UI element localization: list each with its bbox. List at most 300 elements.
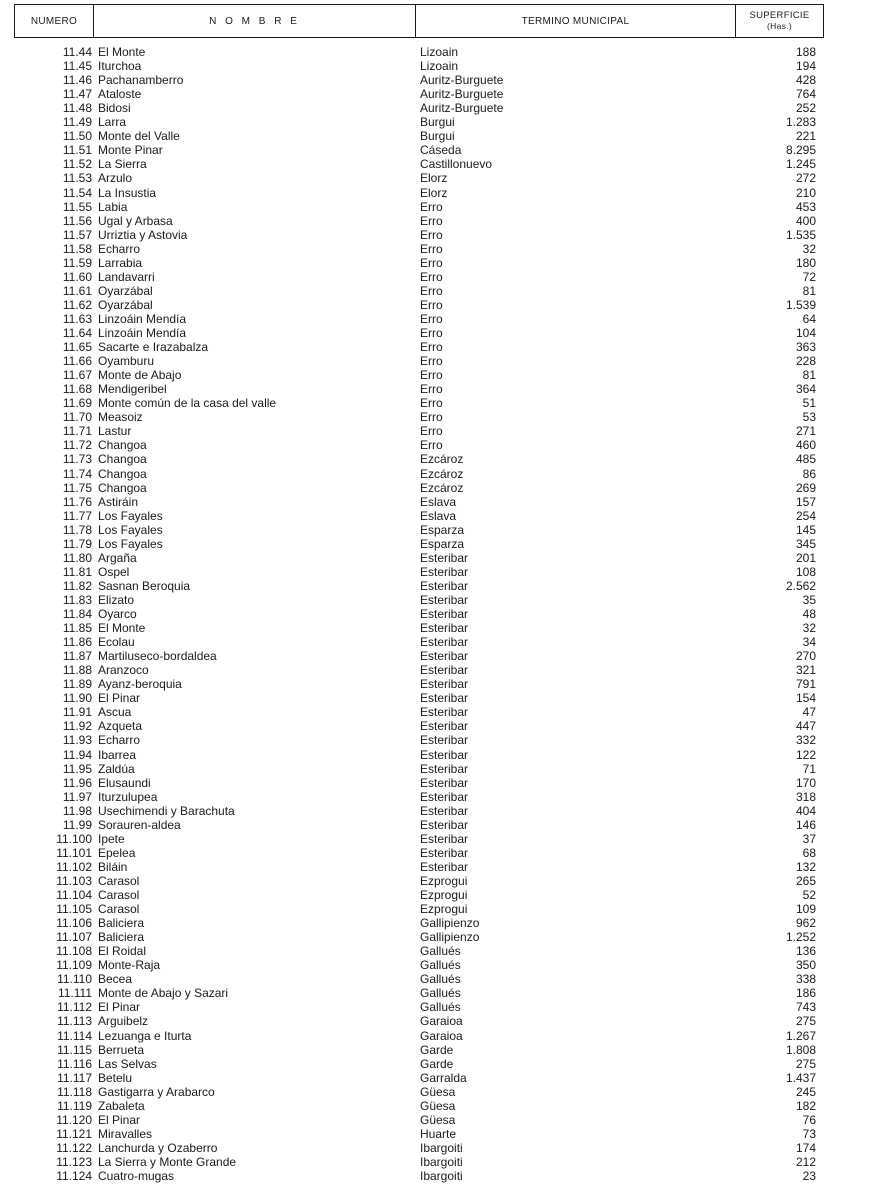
numero-cell: 11.91 [62,705,92,720]
table-row [0,537,873,551]
superficie-cell: 1.267 [785,1028,816,1043]
table-row [0,874,873,888]
superficie-cell: 122 [795,747,816,762]
table-row [0,719,873,733]
numero-cell: 11.68 [62,382,92,397]
table-row [0,888,873,902]
numero-cell: 11.64 [62,326,92,340]
superficie-cell: 170 [795,775,816,790]
nombre-cell: Baliciera [98,916,145,931]
numero-cell: 11.77 [62,508,92,523]
numero-cell: 11.111 [57,986,92,1001]
table-row [0,944,873,958]
table-row [0,214,873,228]
termino-cell: Garaioa [420,1028,463,1043]
numero-cell: 11.57 [62,227,92,242]
superficie-cell: 8.295 [785,143,816,158]
superficie-cell: 145 [795,522,816,537]
nombre-cell: Ipete [98,831,125,846]
numero-cell: 11.123 [56,1154,92,1169]
termino-cell: Esteribar [420,635,469,650]
numero-cell: 11.103 [56,873,92,888]
termino-cell: Gallués [420,958,461,973]
termino-cell: Auritz-Burguete [420,73,504,88]
nombre-cell: Oyarzábal [98,297,153,312]
nombre-cell: Monte Pinar [98,143,163,158]
numero-cell: 11.63 [62,311,92,326]
nombre-cell: La Sierra [98,157,147,172]
termino-cell: Gallipienzo [420,916,480,931]
table-row [0,410,873,424]
table-row [0,551,873,565]
superficie-cell: 48 [802,607,816,621]
nombre-cell: Zabaleta [98,1098,145,1113]
superficie-cell: 188 [795,45,816,59]
nombre-cell: Lastur [98,424,132,439]
nombre-cell: Carasol [98,888,140,902]
superficie-cell: 81 [802,368,816,383]
termino-cell: Erro [420,311,443,326]
table-row [0,87,873,101]
nombre-cell: Lezuanga e Iturta [98,1028,192,1043]
nombre-cell: Elusaundi [98,775,151,790]
nombre-cell: Becea [98,972,133,987]
nombre-cell: Miravalles [98,1126,153,1141]
superficie-cell: 81 [802,283,816,298]
termino-cell: Lizoain [420,45,459,59]
table-row [0,59,873,73]
termino-cell: Esteribar [420,775,469,790]
numero-cell: 11.92 [62,719,92,734]
numero-cell: 11.94 [62,747,92,762]
superficie-cell: 32 [802,241,816,256]
numero-cell: 11.89 [62,677,92,692]
superficie-cell: 345 [795,536,816,551]
table-row [0,354,873,368]
termino-cell: Gallipienzo [420,930,480,945]
termino-cell: Ezcároz [420,452,464,467]
termino-cell: Gallués [420,944,461,959]
numero-cell: 11.113 [57,1014,92,1029]
superficie-cell: 363 [795,340,816,355]
nombre-cell: Ibarrea [98,747,137,762]
numero-cell: 11.51 [62,143,92,158]
superficie-cell: 338 [795,972,816,987]
nombre-cell: Carasol [98,873,140,888]
superficie-cell: 72 [802,269,816,284]
numero-cell: 11.79 [62,536,92,551]
header-termino-label: TERMINO MUNICIPAL [521,15,630,27]
table-row [0,635,873,649]
superficie-cell: 791 [795,677,816,692]
termino-cell: Burgui [420,129,455,144]
termino-cell: Lizoain [420,59,459,74]
superficie-cell: 201 [795,550,816,565]
nombre-cell: Urriztia y Astovia [98,227,188,242]
termino-cell: Garaioa [420,1014,463,1029]
nombre-cell: Las Selvas [98,1056,157,1071]
table-row [0,818,873,832]
termino-cell: Gallués [420,986,461,1001]
numero-cell: 11.50 [62,129,92,144]
nombre-cell: Lanchurda y Ozaberro [98,1140,218,1155]
termino-cell: Gallués [420,1000,461,1015]
termino-cell: Cáseda [420,143,462,158]
table-row [0,242,873,256]
table-row [0,495,873,509]
table-row [0,1155,873,1169]
superficie-cell: 194 [795,59,816,74]
superficie-cell: 73 [802,1126,816,1141]
nombre-cell: Monte común de la casa del valle [98,396,277,411]
nombre-cell: Linzoáin Mendía [98,311,187,326]
nombre-cell: Monte-Raja [98,958,161,973]
numero-cell: 11.85 [62,621,92,636]
termino-cell: Erro [420,424,443,439]
table-row [0,368,873,382]
numero-cell: 11.66 [62,354,92,369]
superficie-cell: 154 [795,691,816,706]
numero-cell: 11.99 [62,817,92,832]
numero-cell: 11.88 [62,663,92,678]
numero-cell: 11.56 [62,213,92,228]
superficie-cell: 272 [795,171,816,186]
termino-cell: Erro [420,382,443,397]
numero-cell: 11.101 [56,845,92,860]
superficie-cell: 132 [795,859,816,874]
termino-cell: Esparza [420,536,465,551]
numero-cell: 11.53 [62,171,92,186]
table-row [0,902,873,916]
superficie-cell: 221 [795,129,816,144]
table-row [0,101,873,115]
nombre-cell: Monte del Valle [98,129,180,144]
table-row [0,1169,873,1183]
nombre-cell: Ecolau [98,635,135,650]
nombre-cell: Linzoáin Mendía [98,326,187,340]
superficie-cell: 1.252 [785,930,816,945]
table-row [0,157,873,171]
nombre-cell: El Pinar [98,691,141,706]
nombre-cell: Iturzulupea [98,789,158,804]
superficie-cell: 1.437 [785,1070,816,1085]
superficie-cell: 275 [795,1014,816,1029]
superficie-cell: 2.562 [785,578,816,593]
numero-cell: 11.110 [57,972,92,987]
nombre-cell: El Monte [98,45,146,59]
termino-cell: Esteribar [420,564,469,579]
header-nombre [93,4,416,38]
superficie-cell: 1.539 [785,297,816,312]
superficie-cell: 460 [795,438,816,453]
superficie-cell: 962 [795,916,816,931]
termino-cell: Erro [420,340,443,355]
numero-cell: 11.84 [62,607,92,621]
superficie-cell: 245 [795,1084,816,1099]
superficie-cell: 180 [795,255,816,270]
table-row [0,1099,873,1113]
superficie-cell: 275 [795,1056,816,1071]
nombre-cell: Ospel [98,564,130,579]
superficie-cell: 447 [795,719,816,734]
numero-cell: 11.65 [62,340,92,355]
numero-cell: 11.73 [62,452,92,467]
nombre-cell: Carasol [98,902,140,917]
termino-cell: Eslava [420,494,457,509]
table-row [0,200,873,214]
nombre-cell: Changoa [98,438,147,453]
table-row [0,832,873,846]
numero-cell: 11.116 [57,1056,92,1071]
table-row [0,860,873,874]
nombre-cell: Ayanz-beroquia [98,677,182,692]
termino-cell: Castillonuevo [420,157,493,172]
numero-cell: 11.122 [56,1140,92,1155]
superficie-cell: 174 [795,1140,816,1155]
numero-cell: 11.97 [62,789,92,804]
table-row [0,270,873,284]
numero-cell: 11.96 [62,775,92,790]
termino-cell: Erro [420,199,443,214]
superficie-cell: 104 [795,326,816,340]
superficie-cell: 743 [795,1000,816,1015]
termino-cell: Esteribar [420,705,469,720]
header-numero [14,4,94,38]
nombre-cell: Baliciera [98,930,145,945]
header-superficie-unit: (Has.) [767,21,792,31]
numero-cell: 11.69 [62,396,92,411]
superficie-cell: 64 [802,311,816,326]
nombre-cell: Martiluseco-bordaldea [98,649,217,664]
numero-cell: 11.80 [62,550,92,565]
termino-cell: Esteribar [420,649,469,664]
nombre-cell: Elizato [98,592,135,607]
numero-cell: 11.48 [62,101,92,116]
numero-cell: 11.109 [56,958,92,973]
table-row [0,312,873,326]
numero-cell: 11.115 [57,1042,92,1057]
termino-cell: Auritz-Burguete [420,87,504,102]
table-row [0,115,873,129]
table-row [0,762,873,776]
termino-cell: Esteribar [420,607,469,621]
table-row [0,438,873,452]
termino-cell: Esteribar [420,691,469,706]
numero-cell: 11.78 [62,522,92,537]
numero-cell: 11.87 [62,649,92,664]
superficie-cell: 52 [802,888,816,902]
superficie-cell: 453 [795,199,816,214]
table-row [0,593,873,607]
table-row [0,930,873,944]
superficie-cell: 1.535 [785,227,816,242]
numero-cell: 11.121 [56,1126,92,1141]
table-row [0,1029,873,1043]
superficie-cell: 1.808 [785,1042,816,1057]
numero-cell: 11.61 [62,283,92,298]
numero-cell: 11.100 [56,831,92,846]
superficie-cell: 47 [802,705,816,720]
header-superficie-label: SUPERFICIE [749,10,810,21]
numero-cell: 11.98 [62,803,92,818]
nombre-cell: El Pinar [98,1000,141,1015]
superficie-cell: 109 [795,902,816,917]
table-row [0,340,873,354]
numero-cell: 11.45 [62,59,92,74]
termino-cell: Ezprogui [420,902,468,917]
nombre-cell: Larrabia [98,255,143,270]
nombre-cell: Biláin [98,859,128,874]
superficie-cell: 23 [802,1169,816,1183]
nombre-cell: La Sierra y Monte Grande [98,1154,237,1169]
termino-cell: Erro [420,368,443,383]
superficie-cell: 254 [795,508,816,523]
superficie-cell: 71 [802,761,816,776]
termino-cell: Elorz [420,185,448,200]
table-row [0,986,873,1000]
table-row [0,916,873,930]
table-row [0,958,873,972]
table-row [0,972,873,986]
nombre-cell: Aranzoco [98,663,149,678]
nombre-cell: Larra [98,115,127,130]
table-row [0,677,873,691]
superficie-cell: 350 [795,958,816,973]
nombre-cell: Pachanamberro [98,73,184,88]
superficie-cell: 270 [795,649,816,664]
numero-cell: 11.93 [62,733,92,748]
table-row [0,171,873,185]
termino-cell: Esteribar [420,578,469,593]
termino-cell: Esteribar [420,719,469,734]
table-row [0,523,873,537]
table-row [0,186,873,200]
superficie-cell: 136 [795,944,816,959]
table-row [0,298,873,312]
nombre-cell: Ugal y Arbasa [98,213,173,228]
termino-cell: Güesa [420,1098,456,1113]
nombre-cell: Sasnan Beroquia [98,578,191,593]
termino-cell: Esteribar [420,803,469,818]
superficie-cell: 182 [795,1098,816,1113]
numero-cell: 11.46 [62,73,92,88]
numero-cell: 11.71 [62,424,92,439]
superficie-cell: 146 [795,817,816,832]
nombre-cell: Ascua [98,705,132,720]
superficie-cell: 37 [802,831,816,846]
table-row [0,143,873,157]
nombre-cell: Bidosi [98,101,131,116]
nombre-cell: Oyarzábal [98,283,153,298]
nombre-cell: Cuatro-mugas [98,1169,175,1183]
table-row [0,1000,873,1014]
termino-cell: Ezcároz [420,466,464,481]
superficie-cell: 400 [795,213,816,228]
termino-cell: Erro [420,438,443,453]
superficie-cell: 76 [802,1112,816,1127]
table-row [0,846,873,860]
table-row [0,73,873,87]
superficie-cell: 68 [802,845,816,860]
superficie-cell: 1.283 [785,115,816,130]
termino-cell: Ezcároz [420,480,464,495]
numero-cell: 11.102 [56,859,92,874]
nombre-cell: Los Fayales [98,508,163,523]
superficie-cell: 228 [795,354,816,369]
termino-cell: Garde [420,1056,454,1071]
numero-cell: 11.124 [56,1169,92,1183]
numero-cell: 11.82 [62,578,92,593]
superficie-cell: 35 [802,592,816,607]
table-row [0,804,873,818]
superficie-cell: 404 [795,803,816,818]
termino-cell: Erro [420,269,443,284]
termino-cell: Auritz-Burguete [420,101,504,116]
numero-cell: 11.59 [62,255,92,270]
numero-cell: 11.90 [62,691,92,706]
table-row [0,1141,873,1155]
superficie-cell: 318 [795,789,816,804]
termino-cell: Erro [420,283,443,298]
header-superficie [735,4,824,38]
table-row [0,1071,873,1085]
table-row [0,256,873,270]
numero-cell: 11.49 [62,115,92,130]
numero-cell: 11.112 [57,1000,92,1015]
termino-cell: Erro [420,354,443,369]
numero-cell: 11.119 [57,1098,92,1113]
numero-cell: 11.108 [56,944,92,959]
numero-cell: 11.72 [62,438,92,453]
nombre-cell: Changoa [98,466,147,481]
nombre-cell: Azqueta [98,719,143,734]
table-row [0,733,873,747]
nombre-cell: Measoiz [98,410,143,425]
numero-cell: 11.70 [62,410,92,425]
numero-cell: 11.47 [62,87,92,102]
nombre-cell: Labia [98,199,128,214]
superficie-cell: 485 [795,452,816,467]
nombre-cell: Astiráin [98,494,139,509]
nombre-cell: Monte de Abajo [98,368,182,383]
table-row [0,579,873,593]
table-row [0,228,873,242]
numero-cell: 11.55 [62,199,92,214]
table-row [0,776,873,790]
termino-cell: Garralda [420,1070,467,1085]
termino-cell: Elorz [420,171,448,186]
table-row [0,481,873,495]
numero-cell: 11.104 [56,888,92,902]
superficie-cell: 269 [795,480,816,495]
nombre-cell: El Pinar [98,1112,141,1127]
table-row [0,1085,873,1099]
superficie-cell: 32 [802,621,816,636]
nombre-cell: Usechimendi y Barachuta [98,803,235,818]
table-row [0,45,873,59]
superficie-cell: 51 [802,396,816,411]
nombre-cell: Oyamburu [98,354,155,369]
nombre-cell: Zaldúa [98,761,135,776]
nombre-cell: Gastigarra y Arabarco [98,1084,215,1099]
nombre-cell: Epelea [98,845,136,860]
nombre-cell: Sorauren-aldea [98,817,181,832]
numero-cell: 11.105 [56,902,92,917]
nombre-cell: Los Fayales [98,536,163,551]
superficie-cell: 34 [802,635,816,650]
superficie-cell: 265 [795,873,816,888]
termino-cell: Erro [420,326,443,340]
